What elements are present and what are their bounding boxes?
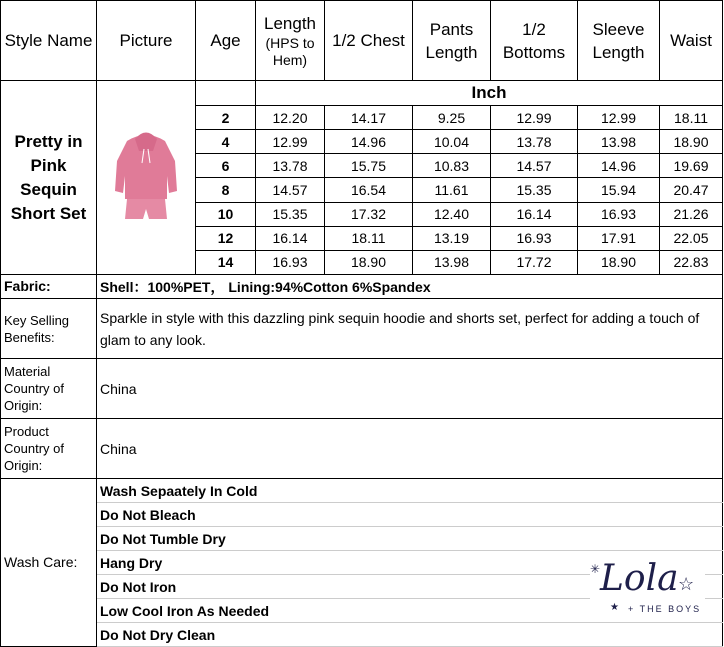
hdr-bottoms: 1/2 Bottoms — [491, 1, 578, 81]
fabric-row — [1, 275, 723, 299]
wash-care-instruction: Hang Dry — [97, 551, 723, 575]
cell-bottoms: 14.57 — [491, 154, 578, 178]
wash-care-instruction: Do Not Bleach — [97, 503, 723, 527]
material_origin-row — [1, 359, 723, 419]
product_origin-row — [1, 419, 723, 479]
cell-age: 6 — [196, 154, 256, 178]
unit-spacer — [196, 81, 256, 106]
cell-chest: 17.32 — [325, 202, 413, 226]
cell-waist: 18.90 — [660, 130, 723, 154]
cell-chest: 18.90 — [325, 250, 413, 274]
cell-sleeve: 13.98 — [578, 130, 660, 154]
hdr-sleeve: Sleeve Length — [578, 1, 660, 81]
hdr-waist: Waist — [660, 1, 723, 81]
cell-bottoms: 13.78 — [491, 130, 578, 154]
cell-chest: 14.96 — [325, 130, 413, 154]
cell-sleeve: 15.94 — [578, 178, 660, 202]
cell-waist: 22.05 — [660, 226, 723, 250]
star-icon: ☆ — [678, 574, 695, 594]
cell-age: 12 — [196, 226, 256, 250]
cell-sleeve: 18.90 — [578, 250, 660, 274]
cell-bottoms: 15.35 — [491, 178, 578, 202]
material_origin-label: Material Country of Origin: — [1, 359, 97, 419]
logo-tagline: + THE BOYS — [628, 604, 702, 614]
cell-length: 16.93 — [256, 250, 325, 274]
cell-sleeve: 16.93 — [578, 202, 660, 226]
cell-sleeve: 17.91 — [578, 226, 660, 250]
cell-length: 12.20 — [256, 106, 325, 130]
wash-care-label: Wash Care: — [1, 479, 97, 647]
cell-length: 14.57 — [256, 178, 325, 202]
product_origin-label: Product Country of Origin: — [1, 419, 97, 479]
cell-pants-length: 12.40 — [413, 202, 491, 226]
hdr-length-label: Length — [264, 14, 316, 33]
unit-row — [1, 81, 723, 106]
product-picture — [97, 81, 196, 275]
cell-waist: 18.11 — [660, 106, 723, 130]
pink-sequin-set-image — [97, 81, 196, 271]
cell-chest: 14.17 — [325, 106, 413, 130]
benefits-label: Key Selling Benefits: — [1, 299, 97, 359]
cell-pants-length: 13.19 — [413, 226, 491, 250]
cell-waist: 19.69 — [660, 154, 723, 178]
cell-age: 14 — [196, 250, 256, 274]
cell-pants-length: 11.61 — [413, 178, 491, 202]
cell-waist: 21.26 — [660, 202, 723, 226]
cell-pants-length: 13.98 — [413, 250, 491, 274]
cell-waist: 20.47 — [660, 178, 723, 202]
cell-age: 4 — [196, 130, 256, 154]
cell-length: 13.78 — [256, 154, 325, 178]
hdr-age: Age — [196, 1, 256, 81]
cell-sleeve: 12.99 — [578, 106, 660, 130]
cell-bottoms: 12.99 — [491, 106, 578, 130]
wash-care-instruction: Do Not Tumble Dry — [97, 527, 723, 551]
wash-care-instruction: Do Not Dry Clean — [97, 623, 723, 647]
hdr-picture: Picture — [97, 1, 196, 81]
fabric-value: Shell：100%PET， Lining:94%Cotton 6%Spandex — [97, 275, 723, 299]
cell-length: 16.14 — [256, 226, 325, 250]
wash-care-item — [1, 623, 723, 647]
cell-age: 2 — [196, 106, 256, 130]
cell-length: 15.35 — [256, 202, 325, 226]
cell-bottoms: 16.14 — [491, 202, 578, 226]
fabric-label: Fabric: — [1, 275, 97, 299]
material_origin-value: China — [97, 359, 723, 419]
cell-waist: 22.83 — [660, 250, 723, 274]
hdr-chest: 1/2 Chest — [325, 1, 413, 81]
benefits-value: Sparkle in style with this dazzling pink sequin hoodie and shorts set, perfect for adding a touch of glam to any look. — [97, 299, 723, 359]
wash-care-item — [1, 479, 723, 503]
wash-care-instruction: Do Not Iron — [97, 575, 723, 599]
cell-age: 10 — [196, 202, 256, 226]
cell-bottoms: 16.93 — [491, 226, 578, 250]
logo-wordmark: Lola — [600, 558, 679, 599]
cell-bottoms: 17.72 — [491, 250, 578, 274]
cell-length: 12.99 — [256, 130, 325, 154]
cell-age: 8 — [196, 178, 256, 202]
style-name: Pretty in Pink Sequin Short Set — [1, 81, 97, 275]
cell-pants-length: 10.04 — [413, 130, 491, 154]
hdr-pants-length: Pants Length — [413, 1, 491, 81]
cell-sleeve: 14.96 — [578, 154, 660, 178]
cell-chest: 18.11 — [325, 226, 413, 250]
wash-care-item — [1, 527, 723, 551]
hdr-length-sub: (HPS to Hem) — [265, 35, 315, 68]
header-row — [1, 1, 723, 81]
hdr-length — [256, 1, 325, 81]
wash-care-item — [1, 503, 723, 527]
star-small-icon: ★ — [610, 602, 619, 613]
asterisk-icon: ✳ — [590, 562, 601, 576]
brand-logo — [590, 560, 705, 620]
hdr-style-name: Style Name — [1, 1, 97, 81]
wash-care-instruction: Wash Sepaately In Cold — [97, 479, 723, 503]
cell-chest: 15.75 — [325, 154, 413, 178]
unit-label: Inch — [256, 81, 723, 106]
wash-care-instruction: Low Cool Iron As Needed — [97, 599, 723, 623]
cell-chest: 16.54 — [325, 178, 413, 202]
product_origin-value: China — [97, 419, 723, 479]
cell-pants-length: 10.83 — [413, 154, 491, 178]
benefits-row — [1, 299, 723, 359]
cell-pants-length: 9.25 — [413, 106, 491, 130]
